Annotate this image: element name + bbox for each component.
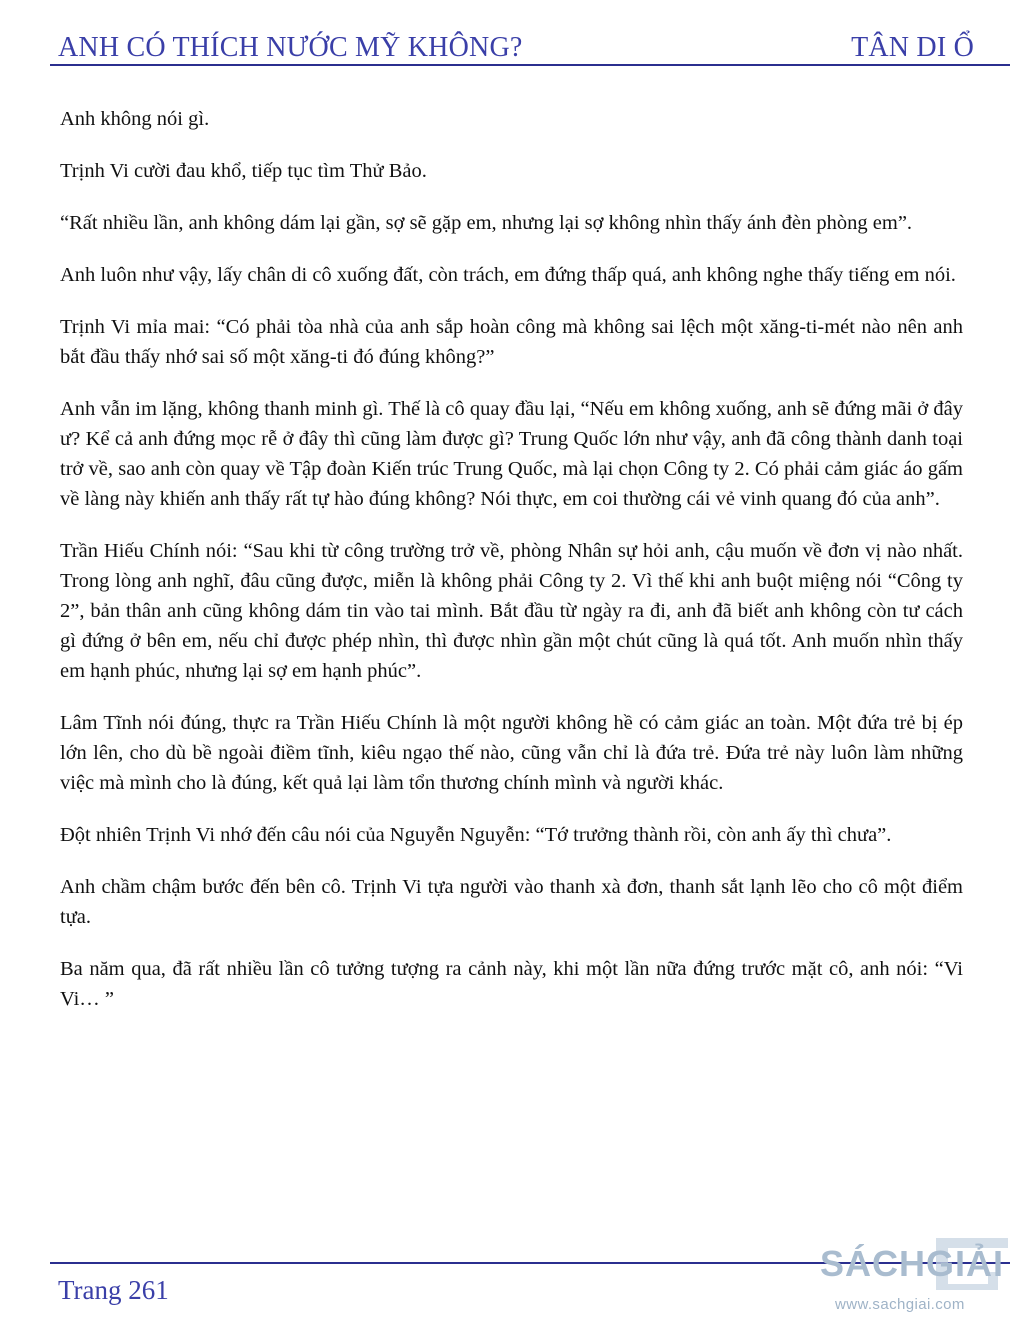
sachgiai-logo [818, 1232, 1024, 1294]
book-title: ANH CÓ THÍCH NƯỚC MỸ KHÔNG? [58, 32, 523, 63]
logo-url: www.sachgiai.com [835, 1296, 965, 1313]
page-body [60, 104, 963, 1036]
page-number: Trang 261 [58, 1275, 169, 1305]
author-name: TÂN DI Ổ [851, 32, 974, 63]
paragraph: Trịnh Vi cười đau khổ, tiếp tục tìm Thử Bảo. [60, 160, 427, 182]
paragraph: Anh luôn như vậy, lấy chân di cô xuống đất, còn trách, em đứng thấp quá, anh không nghe thấy tiếng em nói. [60, 264, 956, 286]
paragraph: Đột nhiên Trịnh Vi nhớ đến câu nói của Nguyễn Nguyễn: “Tớ trưởng thành rồi, còn anh ấy thì chưa”. [60, 824, 892, 846]
paragraph: Ba năm qua, đã rất nhiều lần cô tưởng tượng ra cảnh này, khi một lần nữa đứng trước mặt cô, anh nói: “Vi Vi… ” [60, 958, 963, 1010]
page-header [58, 24, 974, 64]
paragraph: Trịnh Vi mỉa mai: “Có phải tòa nhà của anh sắp hoàn công mà không sai lệch một xăng-ti-mét nào nên anh bắt đầu thấy nhớ sai số một xăng-ti đó đúng không?” [60, 316, 963, 368]
paragraph: Trần Hiếu Chính nói: “Sau khi từ công trường trở về, phòng Nhân sự hỏi anh, cậu muốn về đơn vị nào nhất. Trong lòng anh nghĩ, đâu cũng được, miễn là không phải Công ty 2. Vì thế khi anh buột miệng nói “Công ty 2”, bản thân anh cũng không dám tin vào tai mình. Bắt đầu từ ngày ra đi, anh đã biết anh không còn tư cách gì đứng ở bên em, nếu chỉ được phép nhìn, thì được nhìn gần một chút cũng là quá tốt. Anh muốn nhìn thấy em hạnh phúc, nhưng lại sợ em hạnh phúc”. [60, 540, 963, 682]
header-divider [50, 64, 1010, 66]
paragraph: Anh vẫn im lặng, không thanh minh gì. Thế là cô quay đầu lại, “Nếu em không xuống, anh sẽ đứng mãi ở đây ư? Kể cả anh đứng mọc rễ ở đây thì cũng làm được gì? Trung Quốc lớn như vậy, anh đã công thành danh toại trở về, sao anh còn quay về Tập đoàn Kiến trúc Trung Quốc, mà lại chọn Công ty 2. Có phải cảm giác áo gấm về làng này khiến anh thấy rất tự hào đúng không? Nói thực, em coi thường cái vẻ vinh quang đó của anh”. [60, 398, 963, 510]
paragraph: Anh không nói gì. [60, 108, 210, 130]
paragraph: Anh chầm chậm bước đến bên cô. Trịnh Vi tựa người vào thanh xà đơn, thanh sắt lạnh lẽo cho cô một điểm tựa. [60, 876, 963, 928]
logo-text: SÁCHGIẢI [820, 1243, 1005, 1284]
paragraph: Lâm Tĩnh nói đúng, thực ra Trần Hiếu Chính là một người không hề có cảm giác an toàn. Một đứa trẻ bị ép lớn lên, cho dù bề ngoài điềm tĩnh, kiêu ngạo thế nào, cũng vẫn chỉ là đứa trẻ. Đứa trẻ này luôn làm những việc mà mình cho là đúng, kết quả lại làm tổn thương chính mình và người khác. [60, 712, 963, 794]
paragraph: “Rất nhiều lần, anh không dám lại gần, sợ sẽ gặp em, nhưng lại sợ không nhìn thấy ánh đèn phòng em”. [60, 212, 913, 234]
